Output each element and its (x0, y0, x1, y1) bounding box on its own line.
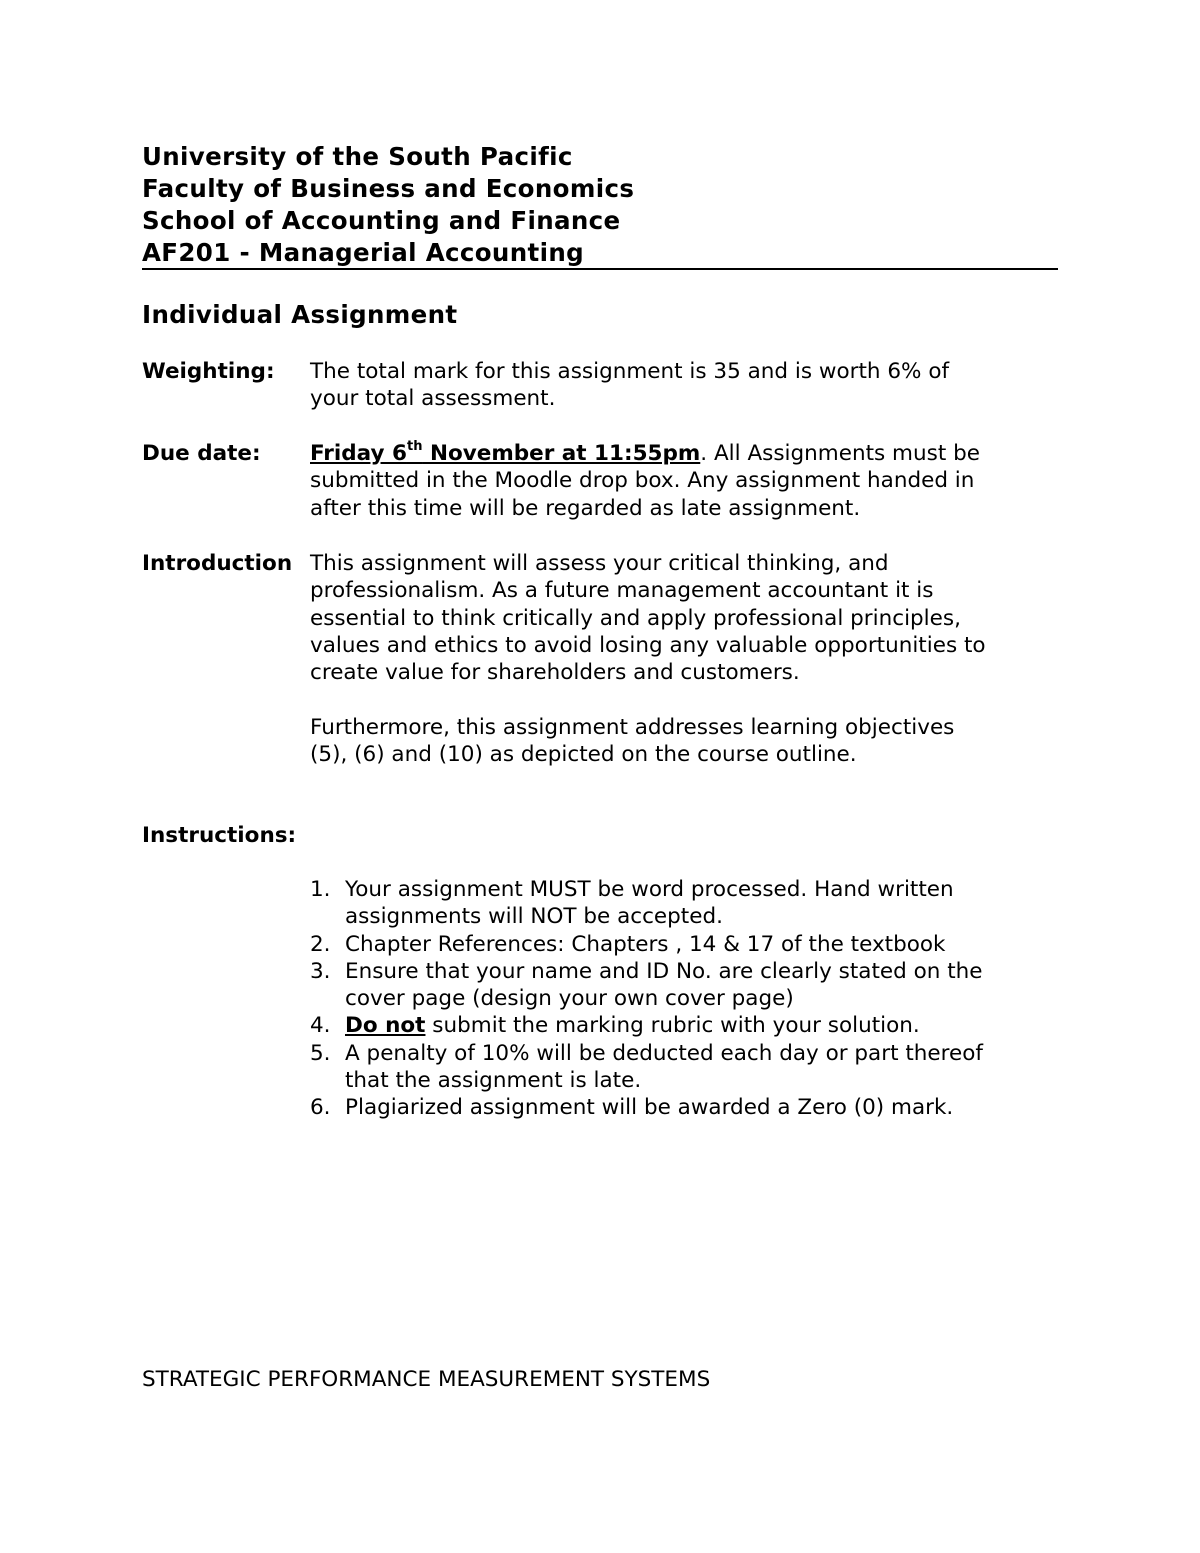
header-divider (142, 268, 1058, 270)
intro-line: professionalism. As a future management accountant it is (310, 578, 934, 604)
due-date-value: Friday 6th November at 11:55pm (310, 438, 701, 466)
school-name: School of Accounting and Finance (142, 206, 621, 235)
intro-line: Furthermore, this assignment addresses learning objectives (310, 715, 955, 740)
intro-line: This assignment will assess your critical thinking, and (310, 551, 889, 576)
due-date-label: Due date: (142, 441, 261, 466)
emphasis-do-not: Do not (345, 1013, 426, 1039)
list-item: 6. Plagiarized assignment will be awarded a Zero (0) mark. (310, 1095, 954, 1121)
course-title: AF201 - Managerial Accounting (142, 238, 585, 267)
intro-line: (5), (6) and (10) as depicted on the course outline. (310, 742, 857, 768)
due-date-text (310, 440, 980, 522)
weighting-line: your total assessment. (310, 386, 556, 412)
intro-line: values and ethics to avoid losing any valuable opportunities to (310, 632, 986, 658)
instructions-list (310, 876, 983, 1122)
page-title: Individual Assignment (142, 300, 458, 329)
footer-topic: STRATEGIC PERFORMANCE MEASUREMENT SYSTEMS (142, 1367, 711, 1392)
introduction-label: Introduction (142, 551, 293, 576)
introduction-paragraph-2 (310, 714, 954, 769)
instructions-label: Instructions: (142, 823, 297, 848)
list-item: 3. Ensure that your name and ID No. are clearly stated on the cover page (design your own cover page) (310, 958, 983, 1012)
weighting-label: Weighting: (142, 359, 275, 384)
due-date-line: after this time will be regarded as late assignment. (310, 495, 861, 521)
list-item: 1. Your assignment MUST be word processed. Hand written assignments will NOT be accepted. (310, 877, 954, 930)
list-item: 5. A penalty of 10% will be deducted each day or part thereof that the assignment is late. (310, 1040, 983, 1094)
intro-line: create value for shareholders and customers. (310, 660, 800, 686)
university-name: University of the South Pacific (142, 142, 573, 171)
due-date-line: submitted in the Moodle drop box. Any assignment handed in (310, 468, 975, 494)
introduction-paragraph-1 (310, 550, 986, 686)
faculty-name: Faculty of Business and Economics (142, 174, 635, 203)
intro-line: essential to think critically and apply professional principles, (310, 605, 961, 631)
weighting-line: The total mark for this assignment is 35 and is worth 6% of (310, 359, 950, 384)
document-header (142, 141, 1058, 269)
list-item: 4. Do not submit the marking rubric with your solution. (310, 1013, 920, 1039)
due-date-line: Friday 6th November at 11:55pm. All Assignments must be (310, 438, 980, 466)
weighting-text (310, 358, 949, 413)
list-item: 2. Chapter References: Chapters , 14 & 17 of the textbook (310, 931, 946, 957)
